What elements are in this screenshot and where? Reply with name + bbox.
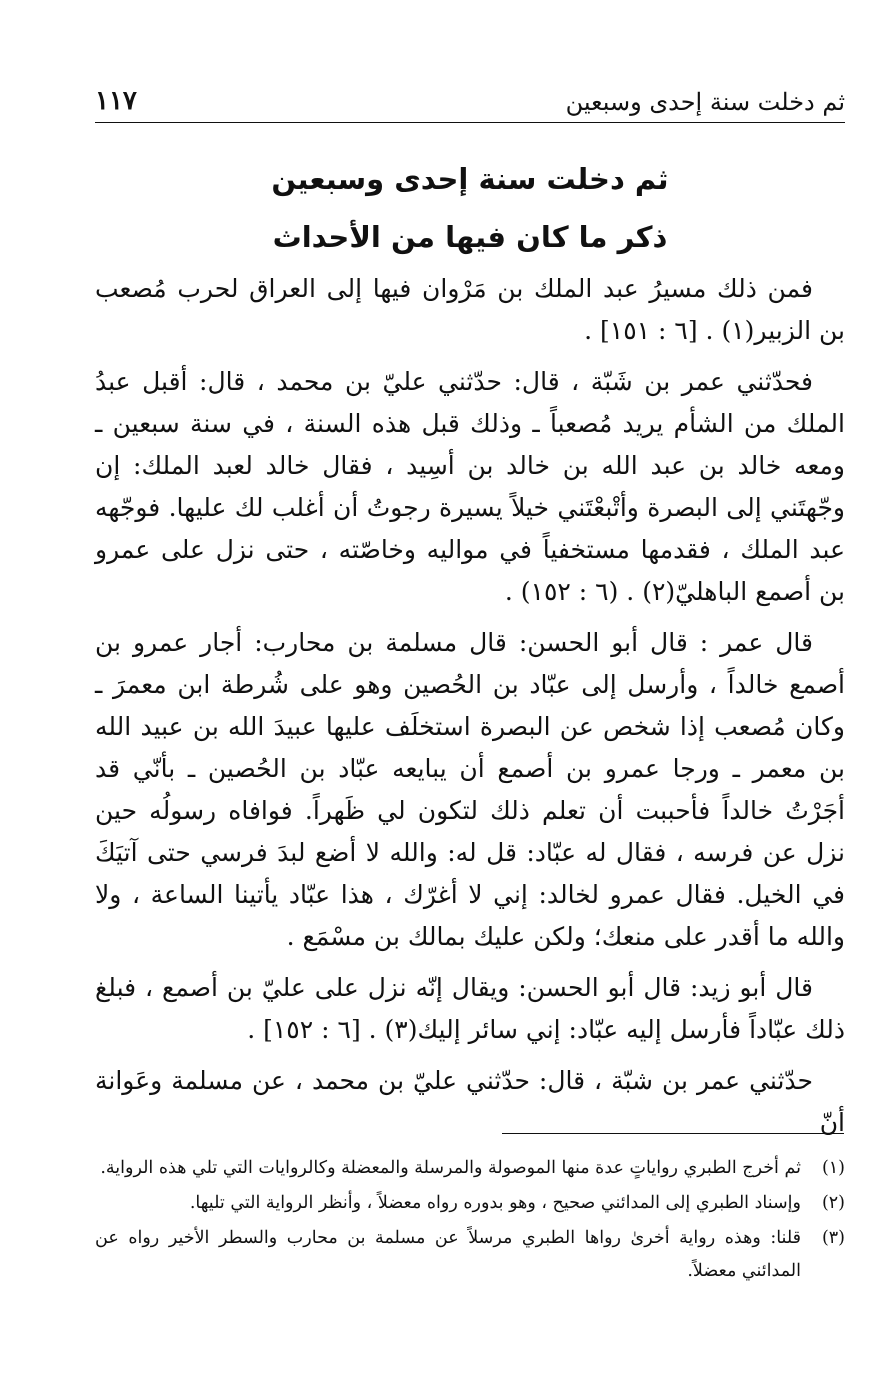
footnote	[95, 1222, 845, 1288]
paragraph: حدّثني عمر بن شبّة ، قال: حدّثني عليّ بن محمد ، عن مسلمة وعَوانة أنّ	[95, 1066, 845, 1137]
running-header	[95, 78, 845, 123]
section-title: ذكر ما كان فيها من الأحداث	[272, 220, 668, 254]
footnote-number: (١)	[821, 1158, 845, 1178]
body-text	[95, 268, 845, 1153]
footnote	[95, 1152, 845, 1185]
footnote-divider	[502, 1133, 844, 1134]
running-header-title: ثم دخلت سنة إحدى وسبعين	[565, 88, 845, 116]
page-number: ١١٧	[95, 86, 137, 116]
footnote-text: وإسناد الطبري إلى المدائني صحيح ، وهو بدوره رواه معضلاً ، وأنظر الرواية التي تليها.	[189, 1193, 801, 1213]
footnote-text: ثم أخرج الطبري رواياتٍ عدة منها الموصولة والمرسلة والمعضلة وكالروايات التي تلي هذه الرواية.	[100, 1158, 801, 1178]
footnote-number: (٢)	[821, 1193, 845, 1213]
paragraph: قال أبو زيد: قال أبو الحسن: ويقال إنّه نزل على عليّ بن أصمع ، فبلغ ذلك عبّاداً فأرسل إليه عبّاد: إني سائر إليك(٣) . [٦ : ١٥٢] .	[95, 973, 845, 1044]
chapter-title: ثم دخلت سنة إحدى وسبعين	[271, 162, 669, 196]
paragraph: فحدّثني عمر بن شَبّة ، قال: حدّثني عليّ بن محمد ، قال: أقبل عبدُ الملك من الشأم يريد مُصعباً ـ وذلك قبل هذه السنة ، في سنة سبعين ـ ومعه خالد بن عبد الله بن خالد بن أسِيد ، فقال خالد لعبد الملك: إن وجّهتَني إلى البصرة وأتْبعْتَني خيلاً يسيرة رجوتُ أن أغلب لك عليها. فوجّهه عبد الملك ، فقدمها مستخفياً في مواليه وخاصّته ، حتى نزل على عمرو بن أصمع الباهليّ(٢) . (٦ : ١٥٢) .	[95, 367, 845, 606]
footnotes	[95, 1152, 845, 1290]
footnote-text: قلنا: وهذه رواية أخرىٰ رواها الطبري مرسلاً عن مسلمة بن محارب والسطر الأخير رواه عن المدائني معضلاً.	[95, 1228, 801, 1281]
footnote-number: (٣)	[821, 1228, 845, 1248]
footnote	[95, 1187, 845, 1220]
paragraph: قال عمر : قال أبو الحسن: قال مسلمة بن محارب: أجار عمرو بن أصمع خالداً ، وأرسل إلى عبّاد بن الحُصين وهو على شُرطة ابن معمرَ ـ وكان مُصعب إذا شخص عن البصرة استخلَف عليها عبيدَ الله بن عبيد الله بن معمر ـ ورجا عمرو بن أصمع أن يبايعه عبّاد بن الحُصين ـ بأنّي قد أجَرْتُ خالداً فأحببت أن تعلم ذلك لتكون لي ظَهراً. فوافاه رسولُه حين نزل عن فرسه ، فقال له عبّاد: قل له: والله لا أضع لبدَ فرسي حتى آتيَكَ في الخيل. فقال عمرو لخالد: إني لا أغرّك ، هذا عبّاد يأتينا الساعة ، ولا والله ما أقدر على منعك؛ ولكن عليك بمالك بن مسْمَع .	[95, 628, 845, 951]
paragraph: فمن ذلك مسيرُ عبد الملك بن مَرْوان فيها إلى العراق لحرب مُصعب بن الزبير(١) . [٦ : ١٥١] .	[95, 274, 845, 345]
